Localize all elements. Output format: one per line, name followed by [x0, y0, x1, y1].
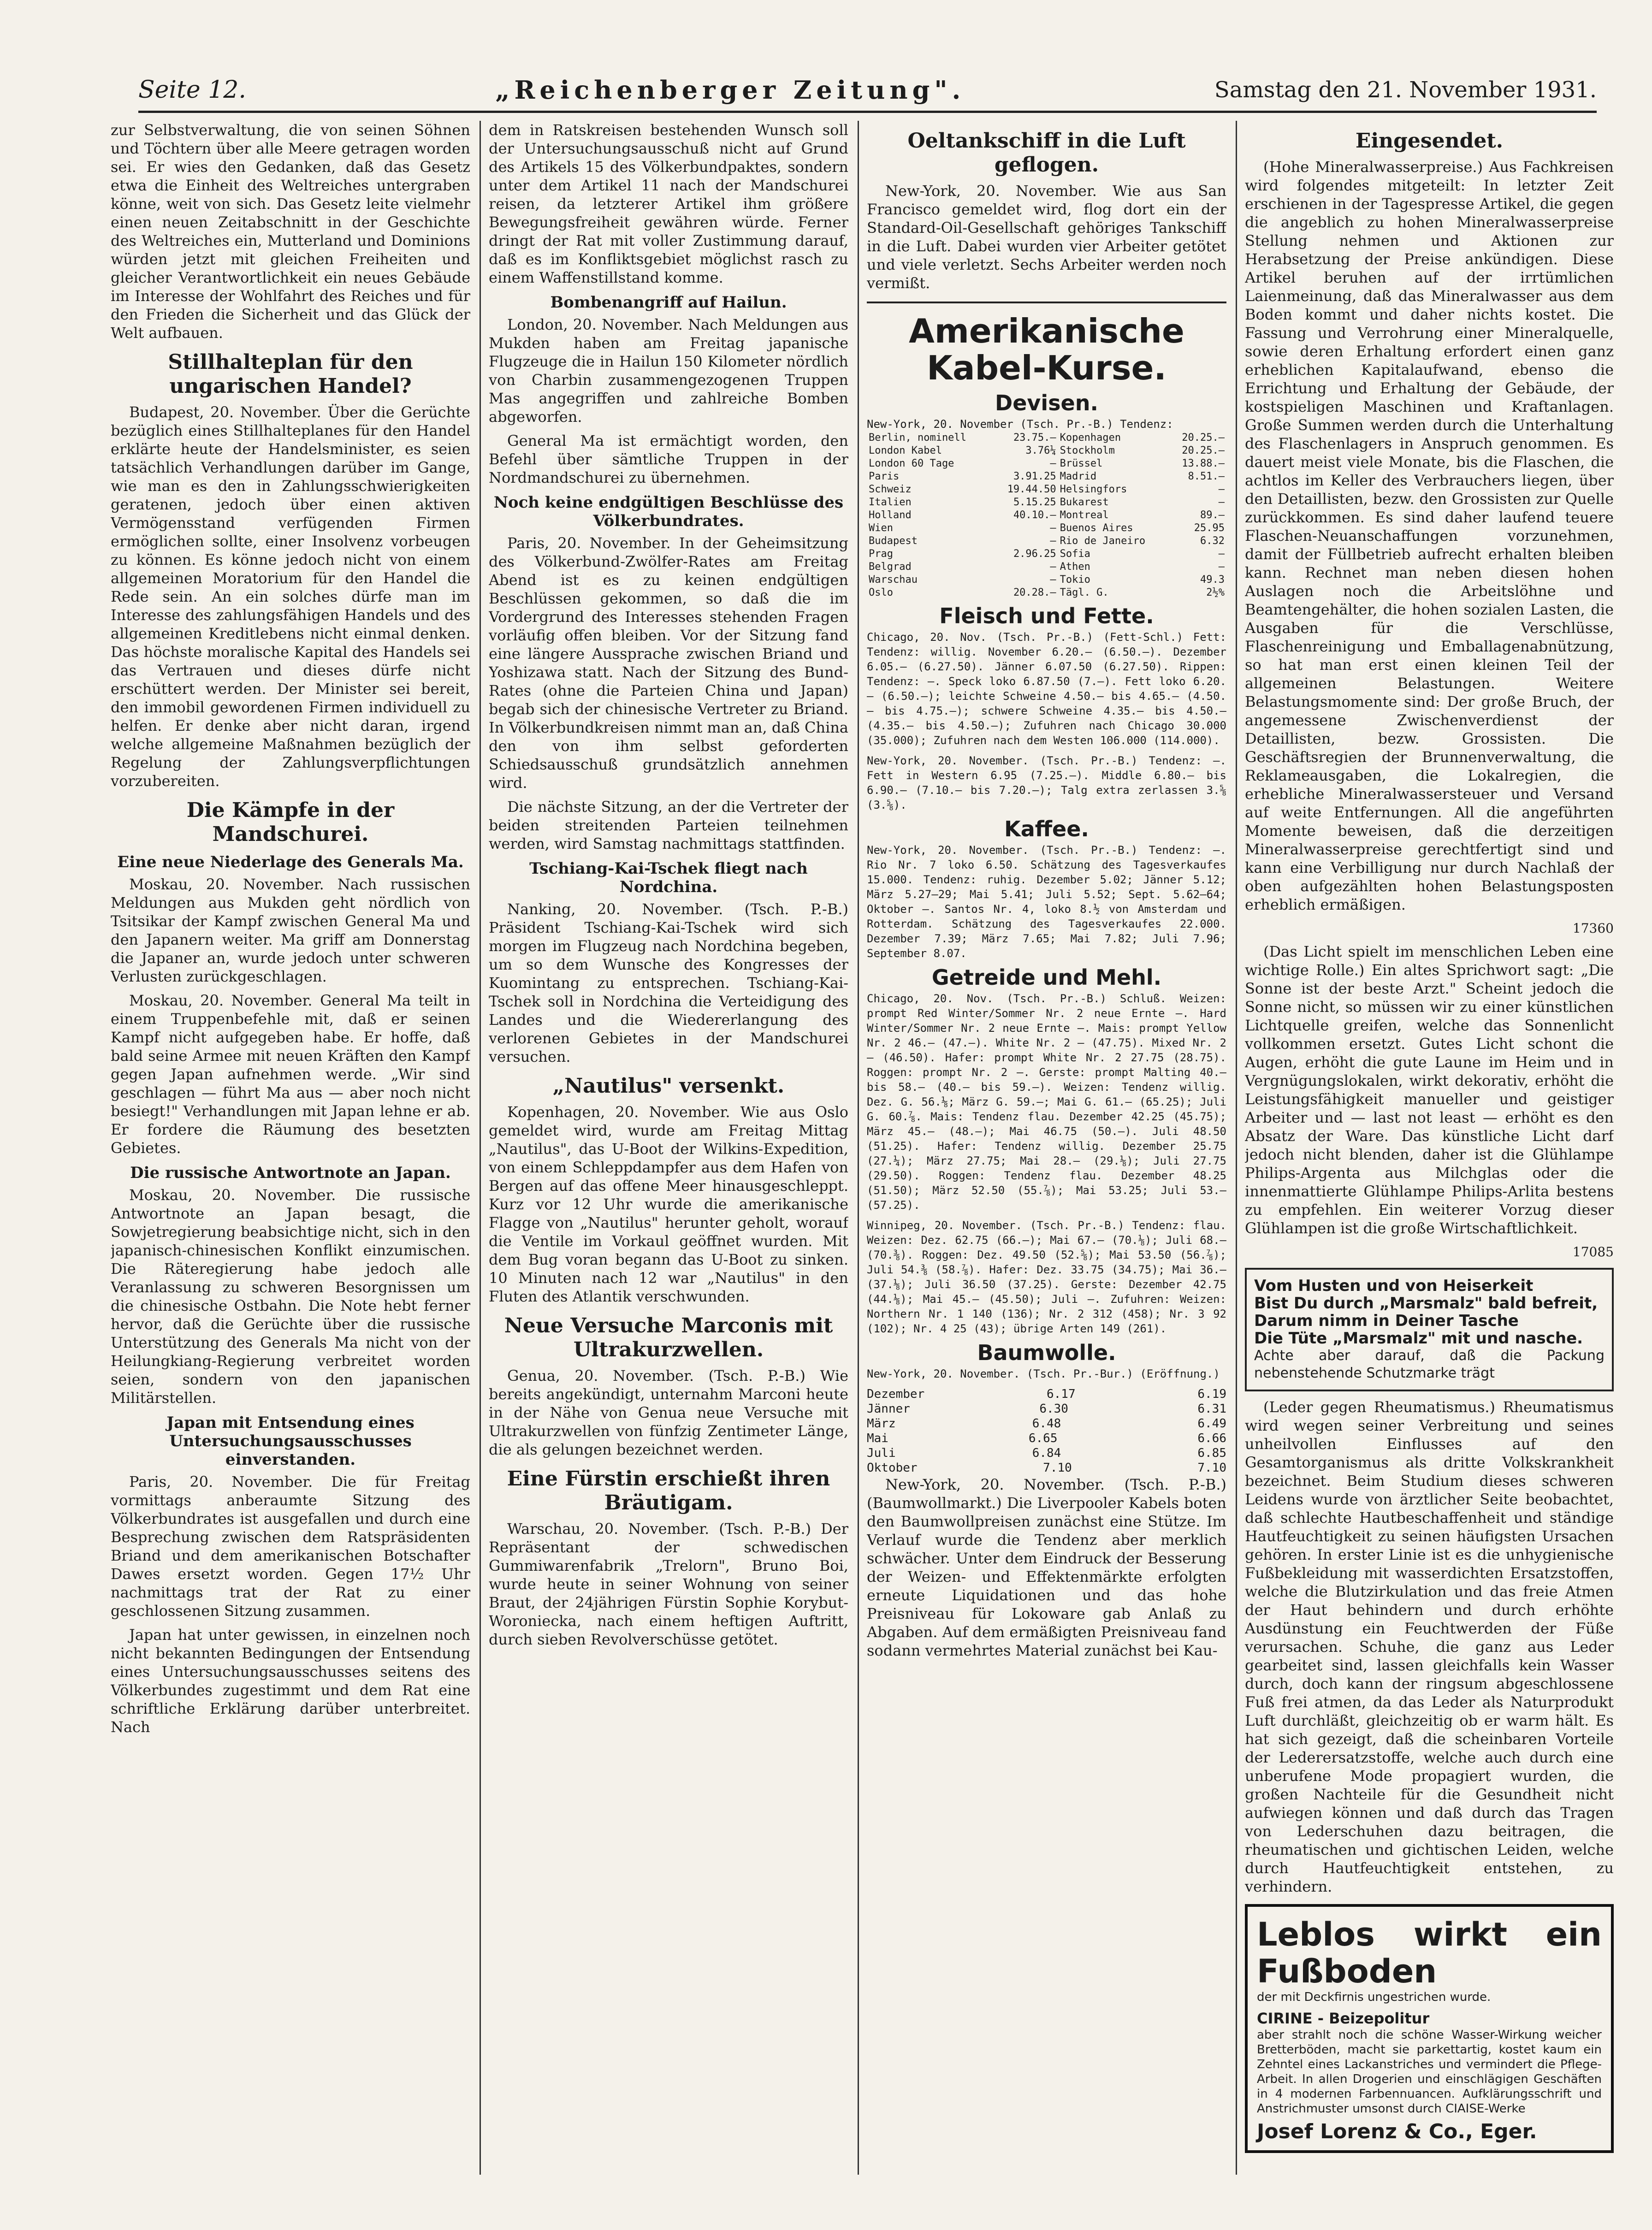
market-report: Chicago, 20. Nov. (Tsch. Pr.-B.) (Fett-Schl.) Fett: Tendenz: willig. November 6.20.— (6.50.—). Dezember 6.05.— (6.27.50). Jänner 6.07.50 (6.27.50). Rippen: Tendenz: —. Speck loko 6.87.50 (7.—). Fett loko 6.20.— (6.50.—); leichte Schweine 4.50.— bis 4.65.— (4.50.— bis 4.75.—); schwere Schweine 4.35.— bis 4.50.— (4.35.— bis 4.50.—); Zufuhren nach Chicago 30.000 (35.000); Zufuhren nach dem Westen 106.000 (114.000).: [867, 631, 1226, 747]
ad-note: Achte aber darauf, daß die Packung nebenstehende Schutzmarke trägt: [1254, 1348, 1605, 1381]
rate-value: 5.15.25: [1013, 497, 1056, 508]
market-subtitle: Getreide und Mehl.: [931, 965, 1162, 990]
rate-row: [867, 548, 1226, 561]
cotton-month: Mai: [867, 1431, 888, 1445]
rate-value: 49.3: [1200, 574, 1225, 586]
headline: Die Kämpfe in der Mandschurei.: [186, 799, 395, 846]
rate-place: Belgrad: [869, 561, 912, 573]
subheadline: Eine neue Niederlage des Generals Ma.: [117, 853, 464, 871]
rate-place: Tägl. G.: [1060, 587, 1109, 598]
cotton-price: 6.30: [1039, 1402, 1068, 1416]
market-report: New-York, 20. November. (Tsch. Pr.-B.) Tendenz: —. Rio Nr. 7 loko 6.50. Schätzung des Tagesverkaufes 15.000. Tendenz: ruhig. Dezember 5.02; Jänner 5.12; März 5.27—29; Mai 5.41; Juli 5.52; Sept. 5.62—64; Oktober —. Santos Nr. 4, loko 8.½ von Amsterdam und Rotterdam. Schätzung des Tagesverkaufes 22.000. Dezember 7.39; März 7.65; Mai 7.82; Juli 7.96; September 8.07.: [867, 844, 1226, 960]
cotton-price: 6.66: [1197, 1431, 1226, 1445]
rate-value: —: [1050, 561, 1056, 573]
ad-line: Darum nimm in Deiner Tasche: [1254, 1312, 1519, 1330]
ad-text: aber strahlt noch die schöne Wasser-Wirkung weicher Bretterböden, macht sie parkettartig, kostet kaum ein Zehntel eines Lackanstriches und vermindert die Pflege-Arbeit. In allen Drogerien und einschlägigen Geschäften in 4 modernen Farbennuancen. Aufklärungsschrift und Anstrichmuster umsonst durch CIAISE-Werke: [1257, 2028, 1602, 2116]
rate-place: London 60 Tage: [869, 458, 954, 469]
subheadline: Japan mit Entsendung eines Untersuchungsausschusses einverstanden.: [166, 1414, 414, 1469]
rate-place: Rio de Janeiro: [1060, 535, 1146, 547]
rate-place: Holland: [869, 509, 912, 521]
cotton-month: Dezember: [867, 1387, 925, 1401]
cotton-price: 6.48: [1032, 1417, 1061, 1431]
rate-row: [867, 522, 1226, 535]
rate-place: Berlin, nominell: [869, 432, 966, 444]
cotton-month: März: [867, 1417, 896, 1431]
rate-row: [867, 444, 1226, 457]
rate-row: [867, 586, 1226, 599]
market-subtitle: Baumwolle.: [977, 1340, 1116, 1365]
article-text: (Hohe Mineralwasserpreise.) Aus Fachkreisen wird folgendes mitgeteilt: In letzter Zeit erschienen in der Tagespresse Artikel, die gegen die angeblich zu hohen Mineralwasserpreise Stellung nehmen und Aktionen zur Herabsetzung der Preise ankündigen. Diese Artikel beruhen auf der irrtümlichen Laienmeinung, daß das Mineralwasser aus dem Boden kommt und daher nichts kostet. Die Fassung und Verrohrung einer Mineralquelle, sowie deren Erhaltung erfordert einen ganz erheblichen Kapitalaufwand, ebenso die Errichtung und Erhaltung der Gebäude, der kostspieligen Maschinen und Kraftanlagen. Große Summen werden durch die Unterhaltung des Flaschenlagers in Anspruch genommen. Es dauert meist viele Monate, bis die Flaschen, die achtlos im Keller des Verbrauchers liegen, über den Detaillisten, bezw. den Grossisten zur Quelle zurückkommen. Es sind daher laufend teuere Flaschen-Neuanschaffungen vorzunehmen, damit der Füllbetrieb aufrecht erhalten bleiben kann. Rechnet man neben diesen hohen Auslagen noch die Arbeitslöhne und Beamtengehälter, die hohen sozialen Lasten, die Ausgaben für die Verschlüsse, Flaschenreinigung und Emballagenabnützung, so hat man erst einen kleinen Teil der allgemeinen Belastungen. Weitere Belastungsmomente sind: Der große Bruch, der angemessene Zwischenverdienst der Detaillisten, bezw. Grossisten. Die Geschäftsregien der Brunnenverwaltung, die Reklameausgaben, die Lokalregien, die erhebliche Mineralwassersteuer und Versand auf weite Entfernungen. All die angeführten Momente beweisen, daß die derzeitigen Mineralwasserpreise gerechtfertigt sind und kann eine Verbilligung nur durch Nachlaß der oben aufgezählten hohen Belastungsposten erheblich ermäßigen.: [1245, 158, 1614, 913]
headline: Neue Versuche Marconis mit Ultrakurzwellen.: [504, 1314, 833, 1361]
rate-row: [867, 496, 1226, 509]
article-text: Genua, 20. November. (Tsch. P.-B.) Wie bereits angekündigt, unternahm Marconi heute in der Nähe von Genua neue Versuche mit Ultrakurzwellen von fünfzig Zentimeter Länge, die als gelungen bezeichnet werden.: [489, 1367, 848, 1458]
cotton-prices: [867, 1387, 1226, 1475]
ad-firm: Josef Lorenz & Co., Eger.: [1257, 2120, 1537, 2143]
rate-value: 13.88.—: [1182, 458, 1225, 469]
rate-place: Kopenhagen: [1060, 432, 1121, 444]
article-text: Moskau, 20. November. General Ma teilt in einem Truppenbefehle mit, daß er seinen Kampf nicht aufgegeben habe. Er hoffe, daß bald seine Armee mit neuen Kräften den Kampf gegen Japan aufnehmen werde. „Wir sind geschlagen — führt Ma aus — aber noch nicht besiegt!" Verhandlungen mit Japan lehne er ab. Er fordere die Räumung des besetzten Gebietes.: [111, 992, 470, 1157]
currency-rates-table: [867, 432, 1226, 599]
article-text: New-York, 20. November. (Tsch. P.-B.) (Baumwollmarkt.) Die Liverpooler Kabels boten den Baumwollpreisen zunächst eine Stütze. Im Verlauf wurde die Tendenz aber merklich schwächer. Unter dem Eindruck der Besserung der Weizen- und Effektenmärkte erfolgten erneute Liquidationen und das hohe Preisniveau für Lokoware gab Anlaß zu Abgaben. Auf dem ermäßigten Preisniveau fand sodann vermehrtes Material zunächst bei Kau-: [867, 1476, 1226, 1659]
rate-row: [867, 432, 1226, 444]
article-text: Moskau, 20. November. Die russische Antwortnote an Japan besagt, die Sowjetregierung beabsichtige nicht, sich in den japanisch-chinesischen Konflikt einzumischen. Die Räteregierung habe jedoch alle Veranlassung zu schweren Besorgnissen um die chinesische Ostbahn. Die Note hebt ferner hervor, daß die Gerüchte über die russische Unterstützung des Generals Ma nicht von der Heilungkiang-Regierung verbreitet worden seien, sondern von den japanischen Militärstellen.: [111, 1186, 470, 1407]
cotton-row: [867, 1402, 1226, 1416]
article-text: General Ma ist ermächtigt worden, den Befehl über sämtliche Truppen in der Nordmandschurei zu übernehmen.: [489, 432, 848, 486]
rate-value: 20.25.—: [1182, 445, 1225, 456]
cotton-month: Juli: [867, 1446, 896, 1460]
cotton-price: 6.85: [1197, 1446, 1226, 1460]
ad-headline: Leblos wirkt ein Fußboden: [1257, 1916, 1602, 1990]
cotton-row: [867, 1387, 1226, 1402]
column-4: [1245, 121, 1614, 2175]
subheadline: Bombenangriff auf Hailun.: [550, 293, 787, 312]
cotton-price: 7.10: [1197, 1461, 1226, 1475]
rate-value: 8.51.—: [1188, 471, 1225, 482]
rate-value: 40.10.—: [1013, 509, 1056, 521]
column-2: [489, 121, 848, 2175]
column-3: [867, 121, 1226, 2175]
rate-value: 20.28.—: [1013, 587, 1056, 598]
rate-row: [867, 457, 1226, 470]
article-text: Moskau, 20. November. Nach russischen Meldungen aus Mukden geht nördlich von Tsitsikar der Kampf zwischen General Ma und den Japanern weiter. Ma griff am Donnerstag die Japaner an, wurde jedoch unter schweren Verlusten zurückgeschlagen.: [111, 875, 470, 985]
column-rule: [1236, 121, 1237, 2175]
rate-value: —: [1050, 574, 1056, 586]
column-rule: [858, 121, 859, 2175]
rate-value: 6.32: [1200, 535, 1225, 547]
cotton-price: 6.17: [1046, 1387, 1076, 1401]
rate-place: Tokio: [1060, 574, 1090, 586]
rate-place: Athen: [1060, 561, 1090, 573]
rate-place: Budapest: [869, 535, 918, 547]
rate-value: 19.44.50: [1007, 484, 1056, 495]
market-report: New-York, 20. November. (Tsch. Pr.-B.) Tendenz: —. Fett in Western 6.95 (7.25.—). Middle 6.80.— bis 6.90.— (7.10.— bis 7.20.—); Talg extra zerlassen 3.⅝ (3.⅝).: [867, 754, 1226, 811]
headline: Stillhalteplan für den ungarischen Handel?: [168, 350, 413, 398]
cotton-row: [867, 1446, 1226, 1461]
rate-value: —: [1218, 561, 1225, 573]
cotton-price: 6.49: [1197, 1417, 1226, 1431]
article-text: (Das Licht spielt im menschlichen Leben eine wichtige Rolle.) Ein altes Sprichwort sagt: „Die Sonne ist der beste Arzt." Scheint jedoch die Sonne nicht, so müssen wir zu einer künstlichen Lichtquelle greifen, welche das Sonnenlicht vollkommen ersetzt. Gutes Licht schont die Augen, erhöht die gute Laune im Heim und in Vergnügungslokalen, wirkt dekorativ, erhöht die Leistungsfähigkeit manueller und geistiger Arbeiter und — last not least — erhöht es den Absatz der Ware. Das künstliche Licht darf jedoch nicht blenden, daher ist die Glühlampe Philips-Argenta aus Milchglas oder die innenmattierte Glühlampe Philips-Arlita bestens zu empfehlen. Ein weiterer Vorzug dieser Glühlampen ist die große Wirtschaftlichkeit.: [1245, 943, 1614, 1237]
rate-place: Schweiz: [869, 484, 912, 495]
rate-value: 20.25.—: [1182, 432, 1225, 444]
column-1: [111, 121, 470, 2175]
subheadline: Die russische Antwortnote an Japan.: [130, 1164, 451, 1182]
rate-place: Paris: [869, 471, 900, 482]
rate-place: Bukarest: [1060, 497, 1109, 508]
section-divider: [867, 302, 1226, 303]
headline: „Nautilus" versenkt.: [552, 1074, 785, 1098]
market-report: Chicago, 20. Nov. (Tsch. Pr.-B.) Schluß. Weizen: prompt Red Winter/Sommer Nr. 2 neue Ernte —. Hard Winter/Sommer Nr. 2 neue Ernte —. Mais: prompt Yellow Nr. 2 46.— (47.—). White Nr. 2 — (47.75). Mixed Nr. 2 — (46.50). Hafer: prompt White Nr. 2 27.75 (28.75). Roggen: prompt Nr. 2 —. Gerste: prompt Malting 40.— bis 58.— (40.— bis 59.—). Weizen: Tendenz willig. Dez. G. 56.⅛; März G. 59.—; Mai G. 61.— (65.25); Juli G. 60.⅞. Mais: Tendenz flau. Dezember 42.25 (45.75); März 45.— (48.—); Mai 46.75 (50.—). Juli 48.50 (51.25). Hafer: Tendenz willig. Dezember 25.75 (27.¼); März 27.75; Mai 28.— (29.⅛); Juli 27.75 (29.50). Roggen: Tendenz flau. Dezember 48.25 (51.50); März 52.50 (55.⅞); Mai 53.25; Juli 53.— (57.25).: [867, 992, 1226, 1212]
rate-row: [867, 574, 1226, 586]
article-text: Japan hat unter gewissen, in einzelnen noch nicht bekannten Bedingungen der Entsendung eines Untersuchungsausschusses seitens des Völkerbundes zugestimmt und dem Rat eine schriftliche Erklärung darüber unterbreitet. Nach: [111, 1626, 470, 1736]
rate-value: 25.95: [1194, 522, 1225, 534]
article-text: Nanking, 20. November. (Tsch. P.-B.) Präsident Tschiang-Kai-Tschek wird sich morgen im Flugzeug nach Nordchina begeben, um so dem Wunsche des Kongresses der Kuomintang zu entsprechen. Tschiang-Kai-Tschek soll in Nordchina die Verteidigung des Landes und die Wiedererlangung des verlorenen Gebietes in der Mandschurei versuchen.: [489, 900, 848, 1065]
rates-head: New-York, 20. November (Tsch. Pr.-B.) Tendenz:: [867, 418, 1173, 431]
page-number: Seite 12.: [138, 76, 246, 104]
cotton-row: [867, 1416, 1226, 1431]
market-report: Winnipeg, 20. November. (Tsch. Pr.-B.) Tendenz: flau. Weizen: Dez. 62.75 (66.—); Mai 67.— (70.⅛); Juli 68.— (70.⅜). Roggen: Dez. 49.50 (52.⅝); Mai 53.50 (56.⅞); Juli 54.⅜ (58.⅞). Hafer: Dez. 33.75 (34.75); Mai 36.— (37.⅛); Juli 36.50 (37.25). Gerste: Dezember 42.75 (44.⅛); Mai 45.— (45.50); Juli —. Zufuhren: Weizen: Northern Nr. 1 140 (136); Nr. 2 312 (458); Nr. 3 92 (102); Nr. 4 25 (43); übrige Arten 149 (261).: [867, 1219, 1226, 1335]
notice-number: 17360: [1572, 921, 1614, 936]
rate-value: 3.76¼: [1025, 445, 1056, 456]
rate-place: Brüssel: [1060, 458, 1103, 469]
article-text: Paris, 20. November. Die für Freitag vormittags anberaumte Sitzung des Völkerbundrates ist ausgefallen und durch eine Besprechung zwischen dem Ratspräsidenten Briand und dem amerikanischen Botschafter Dawes ersetzt worden. Gegen 17½ Uhr nachmittags trat der Rat zu einer geschlossenen Sitzung zusammen.: [111, 1473, 470, 1620]
market-report: New-York, 20. November. (Tsch. Pr.-Bur.) (Eröffnung.): [867, 1367, 1220, 1380]
cotton-month: Jänner: [867, 1402, 910, 1416]
rate-place: Sofia: [1060, 548, 1090, 560]
cotton-month: Oktober: [867, 1461, 918, 1475]
ad-line: Die Tüte „Marsmalz" mit und nasche.: [1254, 1329, 1583, 1348]
market-section-title: Amerikanische Kabel-Kurse.: [909, 312, 1184, 387]
rate-value: —: [1218, 497, 1225, 508]
cotton-price: 7.10: [1043, 1461, 1072, 1475]
article-text: Warschau, 20. November. (Tsch. P.-B.) Der Repräsentant der schwedischen Gummiwarenfabrik „Trelorn", Bruno Boi, wurde heute in seiner Wohnung von seiner Braut, der 24jährigen Fürstin Sophie Korybut-Woroniecka, nach einem heftigen Auftritt, durch sieben Revolverschüsse getötet.: [489, 1520, 848, 1648]
rate-place: Stockholm: [1060, 445, 1115, 456]
rate-value: —: [1050, 458, 1056, 469]
headline: Eine Fürstin erschießt ihren Bräutigam.: [507, 1467, 830, 1514]
rate-place: Buenos Aires: [1060, 522, 1133, 534]
article-text: Budapest, 20. November. Über die Gerüchte bezüglich eines Stillhalteplanes für den Handel erklärte heute der Handelsminister, es seien tatsächlich Verhandlungen darüber im Gange, wie man es den in Zahlungsschwierigkeiten geratenen, jedoch über einen aktiven Vermögensstand verfügenden Firmen ermöglichen sollte, einer Insolvenz vorbeugen zu können. Es könne jedoch nicht von einem allgemeinen Moratorium für den Handel die Rede sein. An ein solches dürfe man im Interesse des zahlungsfähigen Handels und des allgemeinen Kreditlebens nicht einmal denken. Das höchste moralische Kapital des Handels sei das Vertrauen und dieses dürfe nicht erschüttert werden. Der Minister sei bereit, den immobil gewordenen Firmen individuell zu helfen. Er denke aber nicht daran, irgend welche allgemeine Maßnahmen bezüglich der Regelung der Zahlungsverpflichtungen vorzubereiten.: [111, 403, 470, 790]
rate-value: 89.—: [1200, 509, 1225, 521]
ad-line: Vom Husten und von Heiserkeit: [1254, 1277, 1534, 1295]
rate-row: [867, 509, 1226, 522]
cotton-price: 6.31: [1197, 1402, 1226, 1416]
rate-row: [867, 470, 1226, 483]
subheadline: Noch keine endgültigen Beschlüsse des Völkerbundrates.: [493, 493, 844, 530]
cotton-row: [867, 1461, 1226, 1475]
article-text: dem in Ratskreisen bestehenden Wunsch soll der Untersuchungsausschuß nicht auf Grund des Artikels 15 des Völkerbundpaktes, sondern unter dem Artikel 11 nach der Mandschurei reisen, da letzterer Artikel ihm größere Bewegungsfreiheit gewähren würde. Ferner dringt der Rat mit voller Zustimmung darauf, daß es im Konfliktsgebiet möglichst rasch zu einem Waffenstillstand komme.: [489, 121, 848, 286]
subheadline: Tschiang-Kai-Tschek fliegt nach Nordchina.: [529, 859, 808, 896]
rate-value: 2.96.25: [1013, 548, 1056, 560]
rate-value: 3.91.25: [1013, 471, 1056, 482]
article-text: London, 20. November. Nach Meldungen aus Mukden haben am Freitag japanische Flugzeuge die in Hailun 150 Kilometer nördlich von Charbin zusammengezogenen Truppen Mas angegriffen und zahlreiche Bomben abgeworfen.: [489, 316, 848, 426]
cotton-price: 6.65: [1028, 1431, 1058, 1445]
issue-date: Samstag den 21. November 1931.: [1214, 77, 1597, 103]
marsmalz-advertisement: [1245, 1268, 1614, 1391]
rate-place: London Kabel: [869, 445, 942, 456]
newspaper-title: „Reichenberger Zeitung".: [495, 75, 965, 105]
rate-place: Prag: [869, 548, 893, 560]
cotton-row: [867, 1431, 1226, 1446]
rate-value: —: [1050, 535, 1056, 547]
cirine-advertisement: [1245, 1904, 1614, 2153]
rate-value: —: [1218, 548, 1225, 560]
ad-line: Bist Du durch „Marsmalz" bald befreit,: [1254, 1294, 1598, 1313]
rate-place: Italien: [869, 497, 912, 508]
notice-number: 17085: [1572, 1244, 1614, 1260]
rate-place: Warschau: [869, 574, 918, 586]
column-rule: [480, 121, 481, 2175]
rate-row: [867, 535, 1226, 548]
rate-row: [867, 483, 1226, 496]
rate-place: Madrid: [1060, 471, 1097, 482]
market-subtitle: Kaffee.: [1004, 816, 1089, 841]
article-text: Paris, 20. November. In der Geheimsitzung des Völkerbund-Zwölfer-Rates am Freitag Abend ist es zu keinen endgültigen Beschlüssen gekommen, so daß die im Vordergrund des Interesses stehenden Fragen vorläufig offen bleiben. Vor der Sitzung fand eine längere Aussprache zwischen Briand und Yoshizawa statt. Nach der Sitzung des Bund-Rates (ohne die Parteien China und Japan) begab sich der chinesische Vertreter zu Briand. In Völkerbundkreisen nimmt man an, daß China den von ihm selbst geforderten Schiedsausschuß grundsätzlich annehmen wird.: [489, 534, 848, 792]
page-header: [138, 69, 1597, 113]
rate-value: 2½%: [1206, 587, 1225, 598]
rate-row: [867, 561, 1226, 574]
rate-value: —: [1050, 522, 1056, 534]
rate-value: 23.75.—: [1013, 432, 1056, 444]
rate-place: Helsingfors: [1060, 484, 1127, 495]
headline: Eingesendet.: [1355, 129, 1504, 153]
headline: Oeltankschiff in die Luft geflogen.: [907, 129, 1186, 177]
market-subtitle: Devisen.: [995, 390, 1098, 415]
ad-sub: der mit Deckfirnis ungestrichen wurde.: [1257, 1990, 1491, 2004]
article-text: Kopenhagen, 20. November. Wie aus Oslo gemeldet wird, wurde am Freitag Mittag „Nautilus", das U-Boot der Wilkins-Expedition, von einem Schleppdampfer aus dem Hafen von Bergen auf das offene Meer hinausgeschleppt. Kurz vor 12 Uhr wurde die amerikanische Flagge von „Nautilus" herunter geholt, worauf die Ventile im Vorkaul geöffnet wurden. Mit dem Bug voran begann das U-Boot zu sinken. 10 Minuten nach 12 war „Nautilus" in den Fluten des Atlantik verschwunden.: [489, 1103, 848, 1305]
article-text: New-York, 20. November. Wie aus San Francisco gemeldet wird, flog dort ein der Standard-Oil-Gesellschaft gehöriges Tankschiff in die Luft. Dabei wurden vier Arbeiter getötet und viele verletzt. Sechs Arbeiter werden noch vermißt.: [867, 182, 1226, 292]
rate-value: —: [1218, 484, 1225, 495]
article-text: (Leder gegen Rheumatismus.) Rheumatismus wird wegen seiner Verbreitung und seines unheilvollen Einflusses auf den Gesamtorganismus als dritte Volkskrankheit bezeichnet. Beim Studium dieses schweren Leidens wurde von ärztlicher Seite beobachtet, daß schlechte Hautbeschaffenheit und ständige Hautfeuchtigkeit zu seinen häufigsten Ursachen gehören. In erster Linie ist es die unhygienische Fußbekleidung mit wasserdichten Ersatzstoffen, welche die Blutzirkulation und das freie Atmen der Haut behindern und durch erhöhte Ausdünstung ein Feuchtwerden der Füße verursachen. Schuhe, die ganz aus Leder gearbeitet sind, lassen gleichfalls kein Wasser durch, doch kann der ringsum abgeschlossene Fuß frei atmen, da das Leder als Naturprodukt Luft durchläßt, gleichzeitig ob er warm hält. Es hat sich gezeigt, daß die scheinbaren Vorteile der Lederersatzstoffe, welche auch durch eine unberufene Mode propagiert wurden, die großen Nachteile für die Gesundheit nicht aufwiegen können und daß durch das Tragen von Lederschuhen dazu beitragen, die rheumatischen und gichtischen Leiden, welche durch Hautfeuchtigkeit entstehen, zu verhindern.: [1245, 1398, 1614, 1895]
rate-place: Montreal: [1060, 509, 1109, 521]
rate-place: Oslo: [869, 587, 893, 598]
cotton-price: 6.19: [1197, 1387, 1226, 1401]
cotton-price: 6.84: [1032, 1446, 1061, 1460]
market-subtitle: Fleisch und Fette.: [939, 603, 1154, 628]
ad-product: CIRINE - Beizepolitur: [1257, 2010, 1430, 2027]
rate-place: Wien: [869, 522, 893, 534]
article-text: Die nächste Sitzung, an der die Vertreter der beiden streitenden Parteien teilnehmen werden, wird Samstag nachmittags stattfinden.: [489, 798, 848, 852]
article-text: zur Selbstverwaltung, die von seinen Söhnen und Töchtern über alle Meere getragen worden sei. Er wies den Gedanken, daß das Gesetz etwa die Einheit des Weltreiches untergraben könne, weit von sich. Das Gesetz leite vielmehr einen neuen Zeitabschnitt in der Geschichte des Weltreiches ein, Mutterland und Dominions würden jetzt mit gleichen Freiheiten und gleicher Verantwortlichkeit ein neues Gebäude im Interesse der Wohlfahrt des Reiches und für den Frieden die Sicherheit und das Glück der Welt aufbauen.: [111, 121, 470, 342]
